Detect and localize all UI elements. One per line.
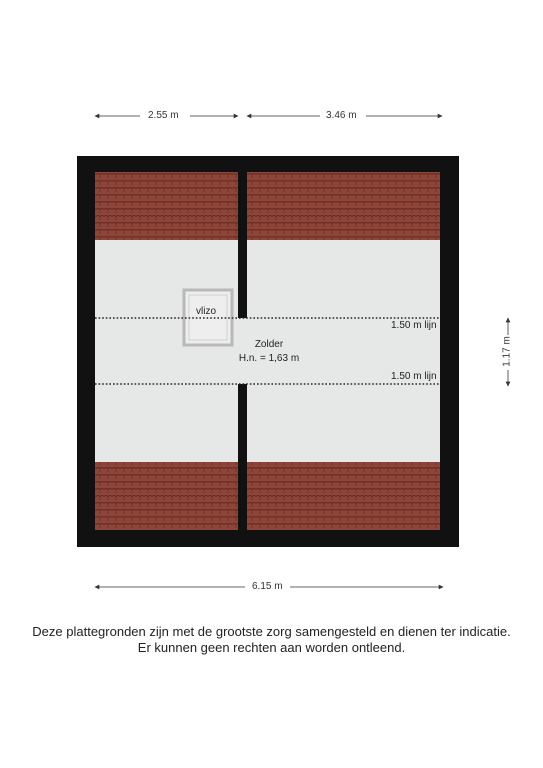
dimension-label-top-right: 3.46 m	[326, 110, 357, 121]
roof-tiles-bottom-left	[95, 462, 238, 530]
room-name: Zolder	[254, 339, 284, 350]
disclaimer-line-1: Deze plattegronden zijn met de grootste zorg samengesteld en dienen ter indicatie.	[32, 624, 511, 639]
roof-tiles-top-left	[95, 172, 238, 240]
hatch-label: vlizo	[196, 306, 217, 317]
room-height: H.n. = 1,63 m	[238, 353, 300, 364]
height-line-label-lower: 1.50 m lijn	[391, 371, 437, 382]
floor-passage	[236, 318, 249, 384]
dimension-label-top-left: 2.55 m	[148, 110, 179, 121]
disclaimer-line-2: Er kunnen geen rechten aan worden ontleend.	[137, 640, 406, 655]
roof-tiles-top-right	[247, 172, 440, 240]
dimension-label-right: 1.17 m	[501, 336, 513, 367]
roof-tiles-bottom-right	[247, 462, 440, 530]
dimension-label-bottom: 6.15 m	[252, 581, 283, 592]
height-line-label-upper: 1.50 m lijn	[391, 320, 437, 331]
